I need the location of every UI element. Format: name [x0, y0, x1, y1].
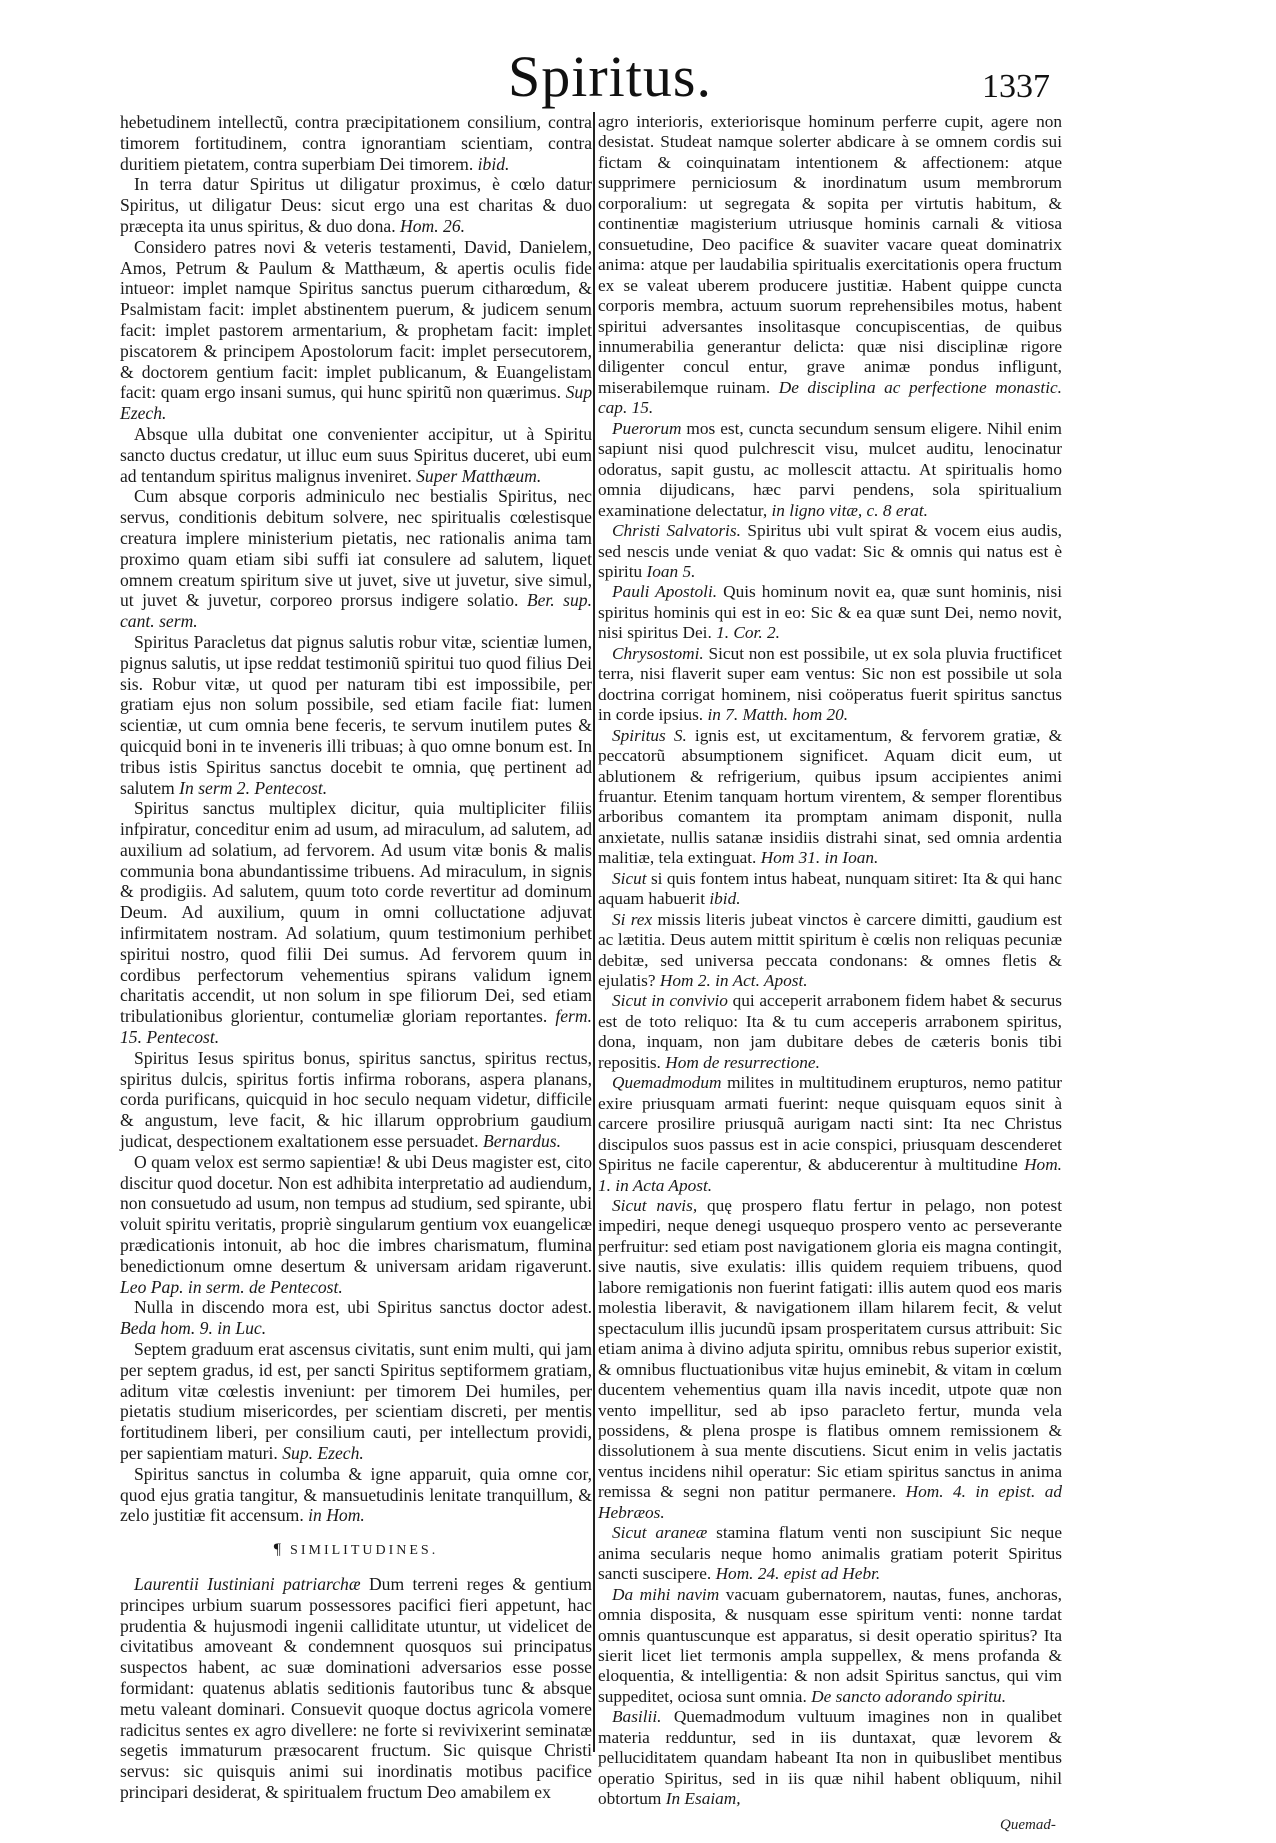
paragraph-text: In terra datur Spiritus ut diligatur proximus, è cœlo datur Spiritus, ut diligatur Deus: sicut ergo una est charitas & duo præcepta ita unus spiritus, & duo dona.: [120, 174, 592, 236]
paragraph-lead: Basilii.: [612, 1707, 662, 1727]
citation: Beda hom. 9. in Luc.: [120, 1318, 267, 1339]
paragraph: [598, 644, 1062, 726]
paragraph: [120, 632, 592, 798]
paragraph: [598, 1523, 1062, 1584]
section-heading: ¶ SIMILITUDINES.: [273, 1541, 439, 1559]
paragraph: [120, 1574, 592, 1803]
paragraph-lead: Si rex: [612, 909, 653, 929]
citation: ibid.: [709, 889, 741, 909]
paragraph: [598, 419, 1062, 521]
paragraph-text: Cum absque corporis adminiculo nec bestialis Spiritus, nec servus, conditionis debitum solvere, nec spiritualis cœlestisque creatura implere ministerium pietatis, nec rationalis anima tam proximo quam etiam sibi suffi iat consulere ad salutem, liquet omnem creatum spiritum sive ut juvet, sive ut juvetur, sive simul, ut juvet & juvetur, corporeo prorsus indigere solatio.: [120, 486, 592, 611]
paragraph-text: Spiritus Iesus spiritus bonus, spiritus sanctus, spiritus rectus, spiritus dulcis, spiritus fortis infirma roborans, aspera planans, corda purificans, quicquid in hoc seculo nequam videtur, difficile & angustum, leve facit, & hic illarum opprobrium gaudium judicat, despectionem exaltationem esse persuadet.: [120, 1047, 592, 1152]
paragraph-text: agro interioris, exteriorisque hominum perferre cupit, agere non desistat. Studeat namque solerter abdicare à se omnem cordis sui fictam & coinquinatam intentionem & affectionem: atque supprimere perniciosum & inordinatum usum membrorum corporalium: ut segregata & sopita per virtutis habitum, & continentiæ magisterium utriusque hominis carnali & vitiosa consuetudine, Deo pacifice & suaviter vacare queat dominatrix anima: atque per laudabilia spiritualis exercitationis opera fructum ex se valeat uberem producere justitiæ. Habent quippe cuncta corporis membra, actuum suorum reprehensibiles motus, habent spiritui adversantes insolitasque concupiscentias, de quibus innumerabilia generantur delicta: quæ nisi disciplinæ rigore diligenter concul entur, grave animæ pondus infligunt, miserabilemque ruinam.: [598, 112, 1062, 397]
paragraph-lead: Sicut araneæ: [612, 1523, 708, 1543]
paragraph: [120, 174, 592, 236]
citation: Hom. 24. epist ad Hebr.: [715, 1564, 881, 1584]
left-column: [120, 112, 592, 1803]
paragraph-lead: Sicut: [612, 868, 647, 888]
paragraph-text: Sicut non est possibile, ut ex sola pluvia fructificet terra, nisi flaverit super eam ventus: Sic non est possibile ut sola doctrina corrigat hominem, nisi coöperatus fuerit spiritus sanctus in corde ipsius.: [598, 643, 1062, 725]
pilcrow-icon: ¶: [273, 1541, 285, 1559]
paragraph-text: ignis est, ut excitamentum, & fervorem gratiæ, & peccatorũ absumptionem significet. Aquam dicit eum, ut ablutionem & refrigerium, quibus ipsum accipientes animi fruantur. Etenim tanquam hortum virentem, & semper florentibus arboribus comantem ita promptam animam disponit, nulla anxietate, nullis satanæ insidiis distrahi sinat, sed omnia ardentia malitiæ, tela extinguat.: [598, 725, 1063, 868]
paragraph-text: vacuam gubernatorem, nautas, funes, anchoras, omnia disposita, & nusquam esse spiritum venti: nonne tardat omnis quantuscunque est apparatus, si desit operatio spiritus? Ita sierit licet liet termonis ampla suppellex, & mens profanda & eloquentia, & intelligentia: & non adsit Spiritus sanctus, qui vim suppeditet, ociosa sunt omnia.: [598, 1584, 1062, 1706]
right-column: [598, 112, 1062, 1810]
citation: in ligno vitæ, c. 8 erat.: [771, 500, 928, 520]
paragraph: [598, 869, 1062, 910]
paragraph: [598, 521, 1062, 582]
citation: Ioan 5.: [646, 561, 696, 581]
paragraph-lead: Quemadmodum: [612, 1073, 722, 1093]
paragraph-lead: Pauli Apostoli.: [612, 582, 718, 602]
page-number: 1337: [982, 68, 1050, 105]
paragraph-lead: Sicut in convivio: [612, 991, 728, 1011]
paragraph-lead: Laurentii Iustiniani patriarchæ: [134, 1573, 361, 1594]
paragraph: [598, 726, 1062, 869]
left-column-paragraphs: [120, 112, 592, 1526]
paragraph-text: Quemadmodum vultuum imagines non in qualibet materia redduntur, sed in iis duntaxat, quæ levorem & pelluciditatem quandam habeant Ita non in quibuslibet mentibus operatio Spiritus, sed in iis quæ nihil habent obliquum, nihil obtortum: [598, 1707, 1062, 1809]
citation: ferm. 15. Pentecost.: [120, 1006, 592, 1048]
paragraph-lead: Puerorum: [612, 418, 682, 438]
citation: Sup. Ezech.: [282, 1443, 364, 1463]
citation: Hom 2. in Act. Apost.: [659, 971, 808, 991]
citation: De disciplina ac perfectione monastic. cap. 15.: [598, 377, 1062, 418]
paragraph: [598, 582, 1062, 643]
paragraph-text: Dum terreni reges & gentium principes urbium suarum possessores pacifici fieri appetunt, hac prudentia & hujusmodi ingenii calliditate utuntur, ut videlicet de civitatibus amoveant & condemnent quosquos sui principatus suspectos habent, ac suæ dominationi adversarios esse posse formidant: quatenus ablatis seditionis fautoribus tunc & absque metu valeant dominari. Consuevit quoque doctus agricola vomere radicitus sentes ex agro divellere: ne forte si revivixerint seminatæ segetis immaturum præsocarent fructum. Sic quisque Christi servus: sic quisquis animi sui inordinatis motibus pacifice principari desiderat, & spiritualem fructum Deo amabilem ex: [120, 1573, 592, 1802]
paragraph-lead: Christi Salvatoris.: [612, 521, 741, 541]
citation: In Esaiam,: [665, 1789, 741, 1809]
paragraph: [120, 1297, 592, 1339]
paragraph-text: Absque ulla dubitat one convenienter accipitur, ut à Spiritu sancto ductus credatur, ut illuc eum suus Spiritus duceret, ubi eum ad tentandum spiritus malignus inveniret.: [120, 423, 592, 486]
paragraph-text: hebetudinem intellectũ, contra præcipitationem consilium, contra timorem fortitudinem, contra ignorantiam scientiam, contra duritiem pietatem, contra superbiam Dei timorem.: [120, 112, 592, 174]
citation: in 7. Matth. hom 20.: [707, 705, 849, 725]
catchword: Quemad-: [1000, 1817, 1056, 1833]
paragraph-text: quę prospero flatu fertur in pelago, non potest impediri, neque denegi usquequo prospero vento ac perseverante perfruitur: sed etiam post navigationem gloria eis magna contingit, sive nautis, sive exulatis: illis quidem requiem tribuens, quod labore remigationis non fuerint fatigati: illis autem quod eos maris molestia liberavit, & navigationem illam hilarem fecit, & velut spectaculum illis jucundũ ipsam prosperitatem cursus attribuit: Sic etiam anima à divino adjuta spiritu, omnibus rebus superior existit, & omnibus fluctuationibus vitæ hujus eminebit, & vitam in cœlum ducentem vehementius quam illa navis incedit, utpote quæ non vento impellitur, sed ab ipso paracleto fertur, munda vela possidens, & plena prospe is flatibus omnem remissionem & dissolutionem à sua mente discutiens. Sicut enim in velis jactatis ventus incidens nihil operatur: Sic etiam spiritus sanctus in anima remissa & segni non patitur permanere.: [598, 1196, 1062, 1502]
paragraph-text: Spiritus sanctus multiplex dicitur, quia multipliciter filiis infpiratur, conceditur enim ad usum, ad miraculum, ad salutem, ad auxilium ad solatium, ad fervorem. Ad usum vitæ bonis & malis communia bona abundantissime tribuens. Ad miraculum, in signis & prodigiis. Ad salutem, quum toto corde revertitur ad dominum Deum. Ad auxilium, quum in omni colluctatione adjuvat infirmitatem nostram. Ad solatium, quum testimonium perhibet spiritui nostro, quod filii Dei sumus. Ad fervorem quum in cordibus perfectorum vehementius spirans validum ignem charitatis accendit, ut non solum in spe filiorum Dei, sed etiam tribulationibus glorientur, contumeliæ gloriam reportantes.: [120, 798, 592, 1027]
citation: Hom 31. in Ioan.: [760, 848, 879, 868]
citation: ibid.: [477, 153, 510, 174]
paragraph-text: milites in multitudinem erupturos, nemo patitur exire priusquam armati fuerint: neque quisquam equos sinit à carcere prosilire priusquã aurigam nacti sint: Ita nec Christus discipulos suos passus est in acie conspici, priusquam descenderet Spiritus ne facile caperentur, & abducerentur à multitudine: [598, 1073, 1062, 1175]
paragraph-text: si quis fontem intus habeat, nunquam sitiret: Ita & qui hanc aquam habuerit: [598, 868, 1062, 909]
paragraph: [598, 910, 1062, 992]
right-column-paragraphs: [598, 112, 1062, 1810]
paragraph-text: O quam velox est sermo sapientiæ! & ubi Deus magister est, cito discitur quod docetur. Non est adhibita interpretatio ad audiendum, non consuetudo ad usum, non tempus ad studium, sed spirante, ubi voluit spiritu veritatis, propriè singularum gentium vox euangelicæ prædicationis intonuit, ab hoc die imbres charismatum, flumina benedictionum omne desertum & universam aridam rigaverunt.: [120, 1151, 592, 1276]
paragraph: [120, 424, 592, 486]
column-divider: [593, 112, 595, 1752]
paragraph: [120, 112, 592, 174]
paragraph: [598, 1196, 1062, 1523]
paragraph-text: qui acceperit arrabonem fidem habet & securus est de toto reliquo: Ita & tu cum acceperis arrabonem spiritus, dona, inquam, non jam dubitare debes de cæteris bonis tibi repositis.: [598, 991, 1062, 1072]
paragraph: [598, 1585, 1062, 1708]
citation: Sup Ezech.: [120, 382, 592, 424]
citation: Ber. sup. cant. serm.: [120, 590, 592, 632]
paragraph-text: Spiritus ubi vult spirat & vocem eius audis, sed nescis unde veniat & quo vadat: Sic & omnis qui natus est è spiritu: [598, 521, 1062, 581]
paragraph-text: Nulla in discendo mora est, ubi Spiritus sanctus doctor adest.: [134, 1297, 592, 1318]
citation: Hom de resurrectione.: [665, 1052, 820, 1072]
paragraph: [120, 486, 592, 632]
paragraph-text: Septem graduum erat ascensus civitatis, sunt enim multi, qui jam per septem gradus, id est, per sancti Spiritus septiformem gratiam, aditum vitæ cœlestis inveniunt: per timorem Dei humiles, per pietatis studium misericordes, per scientiam discreti, per mentis fortitudinem liberi, per consilium cauti, per intellectum providi, per sapientiam maturi.: [120, 1339, 592, 1463]
citation: Leo Pap. in serm. de Pentecost.: [120, 1276, 343, 1297]
citation: De sancto adorando spiritu.: [811, 1686, 1007, 1706]
paragraph: [598, 1073, 1062, 1196]
citation: Bernardus.: [483, 1131, 562, 1152]
paragraph-text: mos est, cuncta secundum sensum eligere. Nihil enim sapiunt nisi quod pulchrescit visu, mulcet auditu, lenocinatur odoratus, sapit gustu, ac mollescit attactu. At spiritualis homo omnia dijudicans, hæc parvi pendens, sola spiritualium examinatione delectatur,: [598, 418, 1062, 520]
paragraph-text: missis literis jubeat vinctos è carcere dimitti, gaudium est ac lætitia. Deus autem mittit spiritum è cœlis non reliquas pecuniæ debitæ, sed universa peccata condonans: & omnes fletis & ejulatis?: [598, 909, 1062, 991]
paragraph-text: Considero patres novi & veteris testamenti, David, Danielem, Amos, Petrum & Paulum & Matthæum, & apertis oculis fide intueor: implet namque Spiritus sanctus puerum citharœdum, & Psalmistam facit: implet abstinentem puerum, & judicem senum facit: implet pastorem armentarium, & prophetam facit: implet piscatorem & principem Apostolorum facit: implet persecutorem, & doctorem gentium facit: implet publicanum, & Euangelistam facit: quam ergo insani sumus, qui hunc spiritũ non quærimus.: [120, 236, 592, 403]
paragraph: [120, 1152, 592, 1298]
paragraph-text: Spiritus sanctus in columba & igne apparuit, quia omne cor, quod ejus gratia tangitur, & mansuetudinis lenitate tranquillum, & zelo justitiæ fit accensum.: [120, 1463, 592, 1526]
paragraph-text: Quis hominum novit ea, quæ sunt hominis, nisi spiritus hominis qui est in eo: Sic & ea quæ sunt Dei, nemo novit, nisi spiritus Dei.: [598, 582, 1062, 643]
paragraph-lead: Sicut navis,: [612, 1196, 698, 1216]
paragraph: [120, 237, 592, 424]
paragraph: [598, 112, 1062, 419]
citation: Hom. 4. in epist. ad Hebræos.: [598, 1482, 1062, 1522]
paragraph-text: Spiritus Paracletus dat pignus salutis robur vitæ, scientiæ lumen, pignus salutis, ut ipse reddat testimoniũ spiritui tuo quod filius Dei sis. Robur vitæ, ut quod per naturam tibi est impossibile, per gratiam ejus non solum possibile, sed etiam facile fiat: lumen scientiæ, ut cum omnia bene feceris, te servum inutilem putes & quicquid boni in te inveneris illi tribuas; à quo omne bonum est. In tribus istis Spiritus sanctus docebit te omnia, quę pertinent ad salutem: [120, 631, 592, 798]
paragraph: [120, 798, 592, 1048]
paragraph-lead: Chrysostomi.: [612, 643, 704, 663]
paragraph: [120, 1464, 592, 1526]
paragraph-text: stamina flatum venti non suscipiunt Sic neque anima secularis neque homo animalis gratiam poterit Spiritus sancti suscipere.: [598, 1523, 1062, 1584]
similitudes-list: [120, 1574, 592, 1803]
citation: Hom. 26.: [400, 215, 466, 236]
paragraph-lead: Da mihi navim: [612, 1584, 720, 1604]
running-head: Spiritus.: [508, 44, 712, 109]
paragraph: [598, 991, 1062, 1073]
paragraph: [120, 1048, 592, 1152]
citation: In serm 2. Pentecost.: [179, 777, 328, 798]
citation: Super Matthæum.: [416, 465, 542, 486]
citation: in Hom.: [308, 1505, 365, 1526]
paragraph: [120, 1339, 592, 1464]
paragraph-lead: Spiritus S.: [612, 725, 687, 745]
citation: 1. Cor. 2.: [716, 623, 780, 643]
citation: Hom. 1. in Acta Apost.: [598, 1155, 1062, 1195]
paragraph: [598, 1707, 1062, 1809]
